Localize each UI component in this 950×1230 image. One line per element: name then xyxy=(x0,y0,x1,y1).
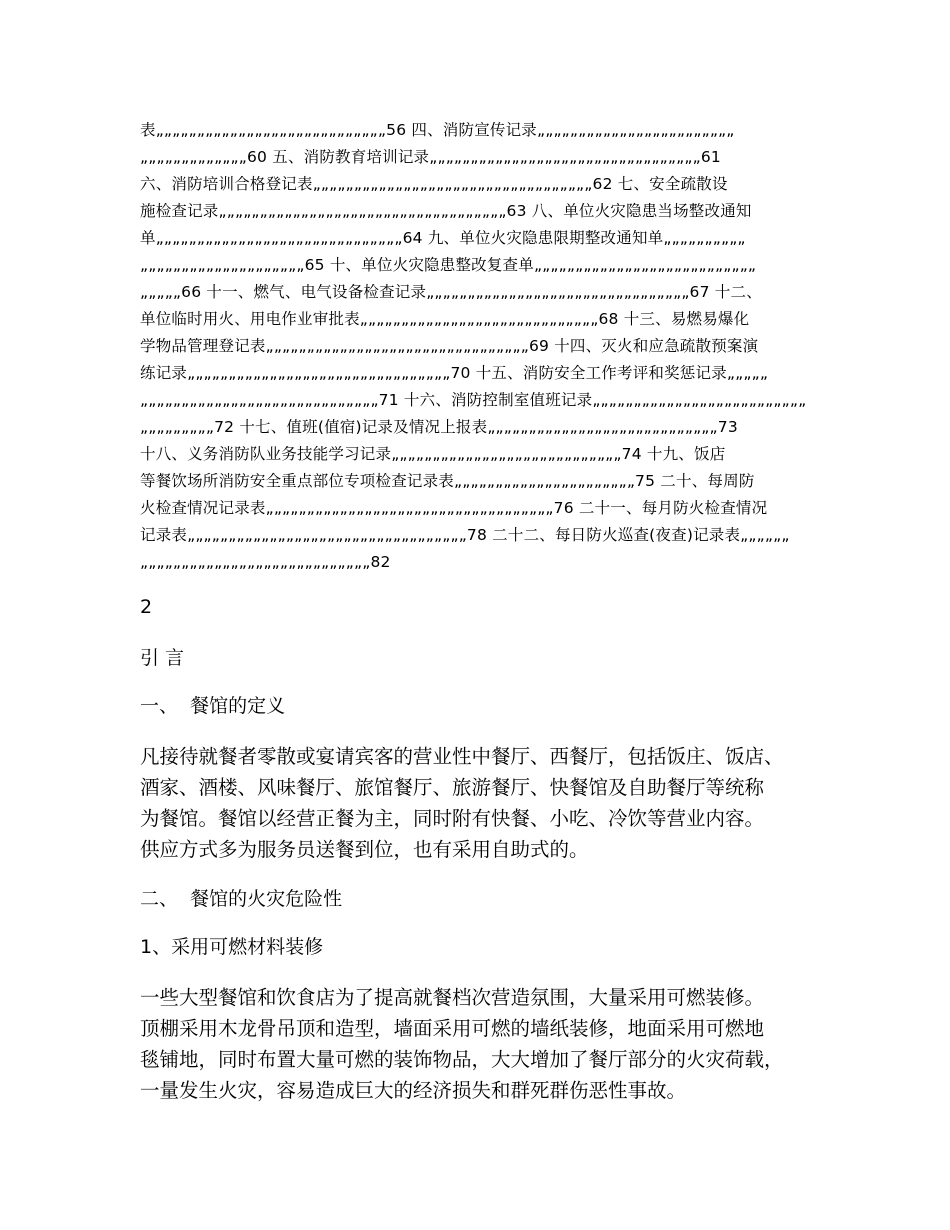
toc-line: „„„„„„„„„72 十七、值班(值宿)记录及情况上报表„„„„„„„„„„„„„„„„„„„„„„„„„„„„73 xyxy=(140,418,738,436)
toc-line: 单位临时用火、用电作业审批表„„„„„„„„„„„„„„„„„„„„„„„„„„„„„68 十三、易燃易爆化 xyxy=(140,310,750,328)
toc-line: „„„„„„„„„„„„„„„„„„„„65 十、单位火灾隐患整改复查单„„„„„„„„„„„„„„„„„„„„„„„„„„„ xyxy=(140,256,757,274)
toc-line: 施检查记录„„„„„„„„„„„„„„„„„„„„„„„„„„„„„„„„„„„63 八、单位火灾隐患当场整改通知 xyxy=(140,202,752,220)
paragraph-line: 为餐馆。餐馆以经营正餐为主，同时附有快餐、小吃、冷饮等营业内容。 xyxy=(140,807,765,830)
toc-line: 单„„„„„„„„„„„„„„„„„„„„„„„„„„„„„„64 九、单位火灾隐患限期整改通知单„„„„„„„„„„ xyxy=(140,229,746,247)
toc-line: 六、消防培训合格登记表„„„„„„„„„„„„„„„„„„„„„„„„„„„„„„„„„„62 七、安全疏散设 xyxy=(140,175,728,193)
paragraph-line: 一量发生火灾，容易造成巨大的经济损失和群死群伤恶性事故。 xyxy=(140,1079,687,1102)
toc-line: 表„„„„„„„„„„„„„„„„„„„„„„„„„„„„56 四、消防宣传记录„„„„„„„„„„„„„„„„„„„„„„„„ xyxy=(140,121,735,139)
definition-paragraph xyxy=(140,741,840,865)
toc-line: „„„„„„„„„„„„„„„„„„„„„„„„„„„„„71 十六、消防控制室值班记录„„„„„„„„„„„„„„„„„„„„„„„„„„ xyxy=(140,391,807,409)
toc-line: 火检查情况记录表„„„„„„„„„„„„„„„„„„„„„„„„„„„„„„„„„„„76 二十一、每月防火检查情况 xyxy=(140,499,768,517)
toc-line: „„„„„„„„„„„„„60 五、消防教育培训记录„„„„„„„„„„„„„„„„„„„„„„„„„„„„„„„„„61 xyxy=(140,148,721,166)
paragraph-line: 供应方式多为服务员送餐到位，也有采用自助式的。 xyxy=(140,838,589,861)
toc-line: 练记录„„„„„„„„„„„„„„„„„„„„„„„„„„„„„„„„70 十五、消防安全工作考评和奖惩记录„„„„„ xyxy=(140,364,769,382)
page-number: 2 xyxy=(140,596,153,618)
paragraph-line: 顶棚采用木龙骨吊顶和造型，墙面采用可燃的墙纸装修，地面采用可燃地 xyxy=(140,1017,765,1040)
toc-line: 记录表„„„„„„„„„„„„„„„„„„„„„„„„„„„„„„„„„„78 二十二、每日防火巡查(夜查)记录表„„„„„„ xyxy=(140,526,790,544)
intro-heading: 引 言 xyxy=(140,647,185,669)
toc-line: „„„„„66 十一、燃气、电气设备检查记录„„„„„„„„„„„„„„„„„„„„„„„„„„„„„„„„67 十二、 xyxy=(140,283,762,301)
toc-line: „„„„„„„„„„„„„„„„„„„„„„„„„„„„82 xyxy=(140,553,391,571)
section-heading-fire-risk: 二、 餐馆的火灾危险性 xyxy=(140,888,343,910)
paragraph-line: 酒家、酒楼、风味餐厅、旅馆餐厅、旅游餐厅、快餐馆及自助餐厅等统称 xyxy=(140,776,765,799)
toc-line: 学物品管理登记表„„„„„„„„„„„„„„„„„„„„„„„„„„„„„„„„69 十四、灭火和应急疏散预案演 xyxy=(140,337,759,355)
paragraph-line: 一些大型餐馆和饮食店为了提高就餐档次营造氛围，大量采用可燃装修。 xyxy=(140,986,765,1009)
paragraph-line: 凡接待就餐者零散或宴请宾客的营业性中餐厅、西餐厅，包括饭庄、饭店、 xyxy=(140,745,784,768)
section-heading-definition: 一、 餐馆的定义 xyxy=(140,695,286,717)
paragraph-line: 毯铺地，同时布置大量可燃的装饰物品，大大增加了餐厅部分的火灾荷载， xyxy=(140,1048,784,1071)
toc-line: 等餐饮场所消防安全重点部位专项检查记录表„„„„„„„„„„„„„„„„„„„„„„75 二十、每周防 xyxy=(140,472,755,490)
subsection-heading-flammable-decoration: 1、采用可燃材料装修 xyxy=(140,936,324,958)
flammable-decoration-paragraph xyxy=(140,982,840,1106)
toc-line: 十八、义务消防队业务技能学习记录„„„„„„„„„„„„„„„„„„„„„„„„„„„„74 十九、饭店 xyxy=(140,445,726,463)
